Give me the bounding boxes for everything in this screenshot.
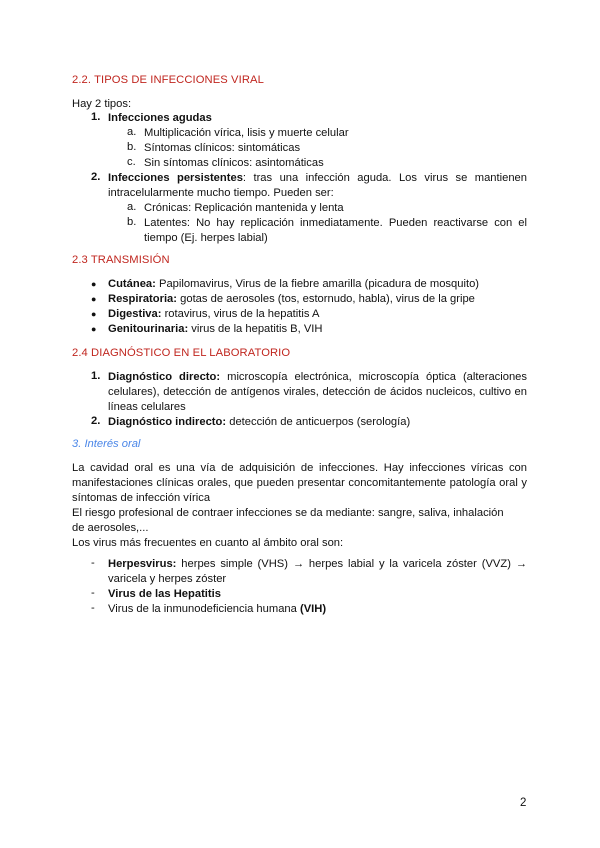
dash-marker: - [91, 587, 95, 599]
intro-text: Hay 2 tipos: [72, 98, 132, 110]
item-label: Infecciones persistentes [108, 172, 243, 184]
item-label: Diagnóstico indirecto: [108, 416, 227, 428]
item-label: Genitourinaria: [108, 323, 189, 335]
paragraph: Los virus más frecuentes en cuanto al ámbito oral son: [72, 537, 344, 549]
list-number: 1. [91, 370, 101, 382]
list-item [108, 370, 527, 415]
sub-item: Multiplicación vírica, lisis y muerte celular [144, 127, 349, 139]
section-heading-2-4: 2.4 DIAGNÓSTICO EN EL LABORATORIO [72, 347, 291, 359]
section-heading-2-3: 2.3 TRANSMISIÓN [72, 254, 170, 266]
sub-letter: c. [127, 156, 136, 168]
list-item [108, 415, 410, 430]
list-item [108, 277, 479, 292]
dash-marker: - [91, 557, 95, 569]
bullet-icon: ● [91, 279, 97, 289]
sub-item: Sin síntomas clínicos: asintomáticas [144, 157, 324, 169]
sub-letter: a. [127, 201, 137, 213]
list-item [108, 171, 527, 201]
paragraph-line: El riesgo profesional de contraer infecciones se da mediante: sangre, saliva, inhalación [72, 507, 504, 519]
section-heading-2-2: 2.2. TIPOS DE INFECCIONES VIRAL [72, 74, 264, 86]
item-label: Virus de las Hepatitis [108, 588, 221, 600]
page-number: 2 [520, 797, 527, 809]
item-text: rotavirus, virus de la hepatitis A [161, 308, 320, 320]
item-label: Digestiva: [108, 308, 162, 320]
sub-letter: b. [127, 216, 137, 228]
sub-item: Síntomas clínicos: sintomáticas [144, 142, 301, 154]
dash-marker: - [91, 602, 95, 614]
item-label: Diagnóstico directo: [108, 371, 221, 383]
item-label: Cutánea: [108, 278, 156, 290]
list-number: 2. [91, 415, 101, 427]
item-text: microscopía electrónica, microscopía óptica (alteraciones celulares), detección de antígenos virales, detección de ácidos nucleicos, cultivo en líneas celulares [108, 371, 527, 413]
list-number: 2. [91, 171, 101, 183]
item-label: (VIH) [299, 603, 327, 615]
item-text: Virus de la inmunodeficiencia humana [108, 603, 300, 615]
item-text: Papilomavirus, Virus de la fiebre amarilla (picadura de mosquito) [155, 278, 480, 290]
item-label: Herpesvirus: [108, 558, 177, 570]
sub-letter: a. [127, 126, 137, 138]
sub-item: Latentes: No hay replicación inmediatamente. Pueden reactivarse con el tiempo (Ej. herpes labial) [144, 217, 527, 244]
list-item [108, 292, 475, 307]
item-label: Infecciones agudas [108, 112, 212, 124]
list-item [108, 322, 323, 337]
item-text: : tras una infección aguda. Los virus se mantienen intracelularmente mucho tiempo. Pueden ser: [108, 172, 527, 199]
list-item [108, 111, 212, 126]
list-number: 1. [91, 111, 101, 123]
list-item [108, 602, 326, 617]
section-heading-3: 3. Interés oral [72, 438, 141, 450]
bullet-icon: ● [91, 309, 97, 319]
sub-letter: b. [127, 141, 137, 153]
item-text: herpes simple (VHS) → herpes labial y la varicela zóster (VVZ) → varicela y herpes zóster [108, 558, 527, 585]
bullet-icon: ● [91, 294, 97, 304]
paragraph-line: de aerosoles,... [72, 522, 149, 534]
bullet-icon: ● [91, 324, 97, 334]
sub-item: Crónicas: Replicación mantenida y lenta [144, 202, 344, 214]
list-item [108, 557, 527, 587]
item-text: virus de la hepatitis B, VIH [188, 323, 323, 335]
list-item [108, 307, 319, 322]
item-text: gotas de aerosoles (tos, estornudo, habla), virus de la gripe [177, 293, 475, 305]
item-label: Respiratoria: [108, 293, 178, 305]
item-text: detección de anticuerpos (serología) [226, 416, 411, 428]
list-item [108, 587, 221, 602]
paragraph: La cavidad oral es una vía de adquisición de infecciones. Hay infecciones víricas con manifestaciones clínicas orales, que pueden presentar concomitantemente patología oral y síntomas de infección vírica [72, 462, 527, 504]
